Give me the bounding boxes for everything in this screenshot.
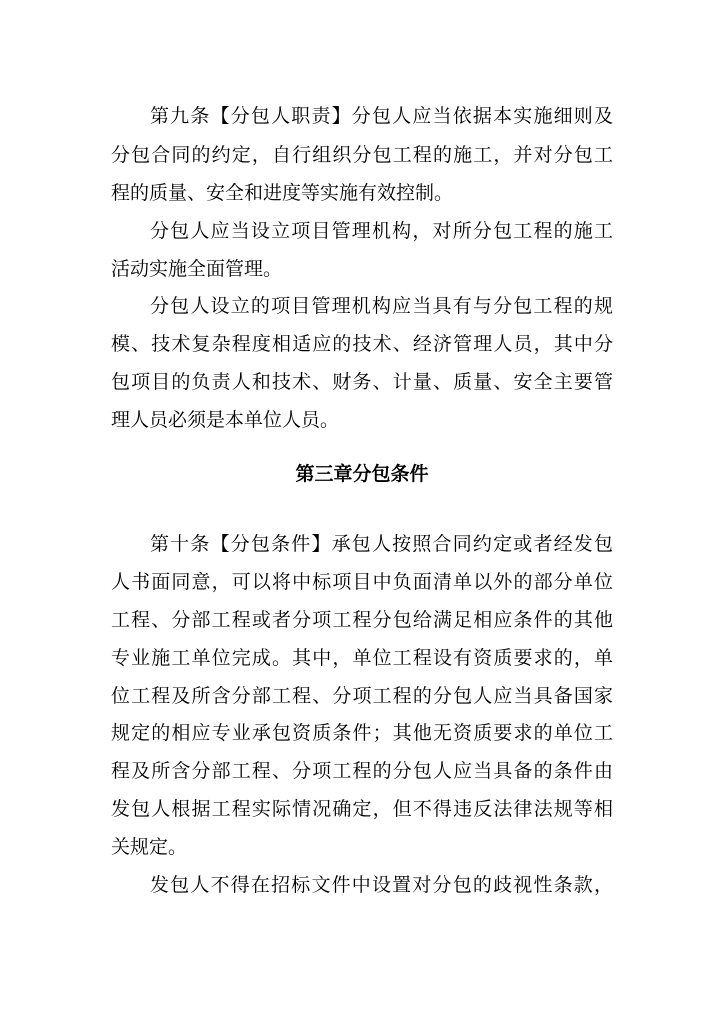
- text-line: 第九条【分包人职责】分包人应当依据本实施细则及: [150, 105, 613, 127]
- text-line: 分包人应当设立项目管理机构，对所分包工程的施工: [150, 220, 613, 242]
- text-line: 专业施工单位完成。其中，单位工程设有资质要求的，单: [111, 647, 613, 669]
- text-line: 位工程及所含分部工程、分项工程的分包人应当具备国家: [111, 685, 613, 707]
- text-line: 程及所含分部工程、分项工程的分包人应当具备的条件由: [111, 760, 613, 782]
- text-line: 发包人不得在招标文件中设置对分包的歧视性条款，: [150, 874, 613, 896]
- text-line: 分包人设立的项目管理机构应当具有与分包工程的规: [150, 295, 613, 317]
- text-line: 包项目的负责人和技术、财务、计量、质量、安全主要管: [111, 371, 613, 393]
- text-line: 活动实施全面管理。: [111, 258, 283, 280]
- text-line: 分包合同的约定，自行组织分包工程的施工，并对分包工: [111, 144, 613, 166]
- text-line: 人书面同意，可以将中标项目中负面清单以外的部分单位: [111, 571, 613, 593]
- text-line: 第十条【分包条件】承包人按照合同约定或者经发包: [150, 533, 613, 555]
- text-line: 工程、分部工程或者分项工程分包给满足相应条件的其他: [111, 609, 613, 631]
- text-line: 模、技术复杂程度相适应的技术、经济管理人员，其中分: [111, 333, 613, 355]
- chapter-heading: 第三章分包条件: [295, 463, 429, 485]
- text-line: 关规定。: [111, 836, 188, 858]
- text-line: 程的质量、安全和进度等实施有效控制。: [111, 182, 454, 204]
- text-line: 发包人根据工程实际情况确定，但不得违反法律法规等相: [111, 798, 613, 820]
- text-line: 规定的相应专业承包资质条件；其他无资质要求的单位工: [111, 722, 613, 744]
- text-line: 理人员必须是本单位人员。: [111, 409, 340, 431]
